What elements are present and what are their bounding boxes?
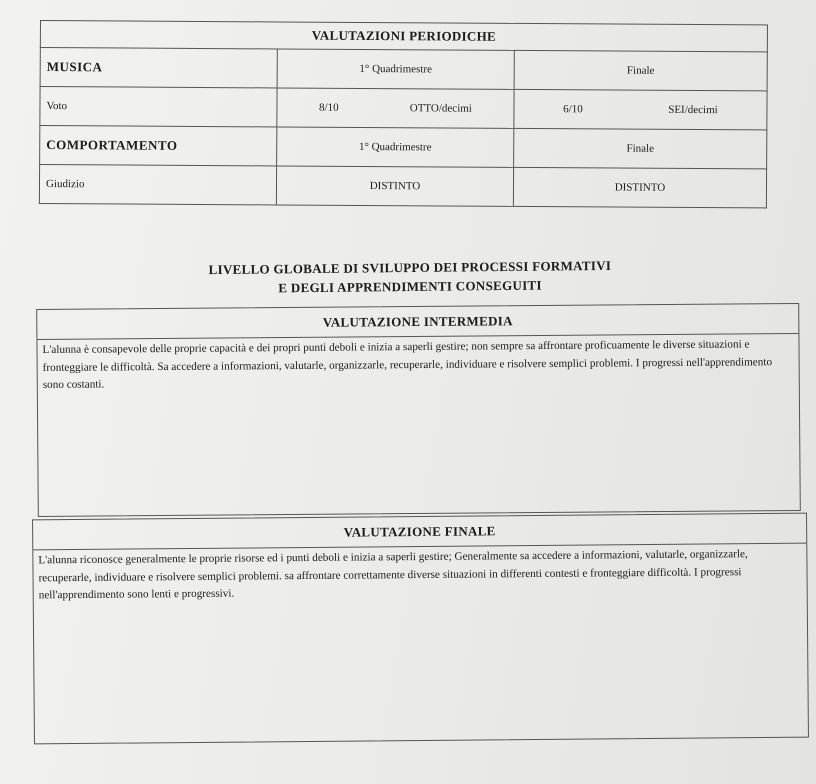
livello-globale-heading — [100, 255, 720, 299]
musica-period1-grade — [277, 88, 514, 128]
valutazione-intermedia-text: L'alunna è consapevole delle proprie capacità e dei propri punti deboli e inizia a saperli gestire; non sempre sa affrontare proficuamente le diverse situazioni e fronteggiare le difficoltà. Sa accedere a informazioni, valutarle, organizzarle, recuperarle, individuare e risolvere semplici problemi. I progressi nell'apprendimento sono costanti. — [42, 338, 773, 391]
grade-number: 8/10 — [319, 101, 339, 114]
comportamento-period1-value: DISTINTO — [276, 166, 513, 206]
grade-words: OTTO/decimi — [409, 102, 472, 115]
valutazione-finale-title: VALUTAZIONE FINALE — [33, 514, 806, 551]
voto-label: Voto — [40, 87, 277, 127]
valutazione-finale-text: L'alunna riconosce generalmente le proprie risorse ed i punti deboli e inizia a saperli gestire; Generalmente sa accedere a informazioni, valutarle, organizzarle, recuperarle, individuare e risolvere semplici problemi. sa affrontare correttamente diverse situazioni in differenti contesti e fronteggiare difficoltà. I progressi nell'apprendimento sono lenti e progressivi. — [38, 548, 748, 602]
heading-line-2: E DEGLI APPRENDIMENTI CONSEGUITI — [278, 277, 542, 296]
comportamento-period1-header: 1° Quadrimestre — [277, 127, 514, 167]
subject-musica: MUSICA — [40, 48, 277, 88]
valutazione-finale-box — [32, 513, 809, 745]
heading-line-1: LIVELLO GLOBALE DI SVILUPPO DEI PROCESSI FORMATIVI — [208, 257, 612, 278]
comportamento-final-header: Finale — [514, 128, 767, 169]
giudizio-label: Giudizio — [39, 165, 276, 205]
comportamento-final-value: DISTINTO — [513, 167, 766, 208]
musica-period1-header: 1° Quadrimestre — [277, 49, 514, 89]
grade-number: 6/10 — [563, 103, 583, 116]
musica-final-grade — [514, 89, 767, 130]
musica-final-header: Finale — [514, 50, 767, 91]
grade-words: SEI/decimi — [668, 103, 718, 117]
table-title: VALUTAZIONI PERIODICHE — [40, 21, 767, 52]
valutazione-intermedia-box — [36, 303, 801, 517]
valutazioni-periodiche-table — [39, 20, 768, 208]
subject-comportamento: COMPORTAMENTO — [40, 126, 277, 166]
valutazione-intermedia-title: VALUTAZIONE INTERMEDIA — [37, 304, 798, 340]
